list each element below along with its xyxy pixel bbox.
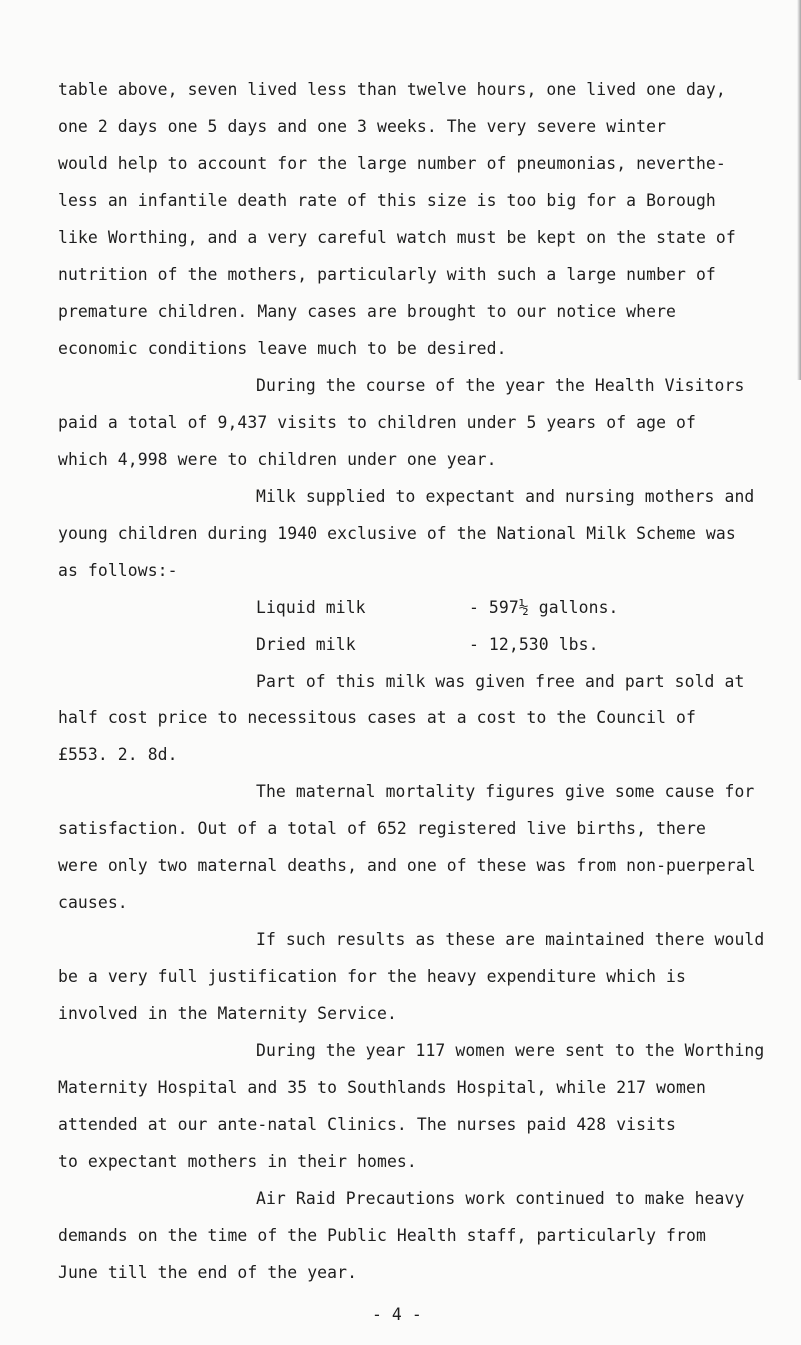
text-line: paid a total of 9,437 visits to children under 5 years of age of <box>58 413 696 432</box>
text-line: £553. 2. 8d. <box>58 745 178 764</box>
text-line: young children during 1940 exclusive of the National Milk Scheme was <box>58 524 736 543</box>
text-line: Part of this milk was given free and part sold at <box>256 672 745 691</box>
text-line: premature children. Many cases are brought to our notice where <box>58 302 677 321</box>
text-line: be a very full justification for the heavy expenditure which is <box>58 967 686 986</box>
text-line: satisfaction. Out of a total of 652 registered live births, there <box>58 819 706 838</box>
text-line: Milk supplied to expectant and nursing mothers and <box>256 487 755 506</box>
text-line: involved in the Maternity Service. <box>58 1004 397 1023</box>
text-line: were only two maternal deaths, and one of these was from non-puerperal <box>58 856 756 875</box>
text-line: demands on the time of the Public Health staff, particularly from <box>58 1226 706 1245</box>
text-line: causes. <box>58 893 128 912</box>
text-line: would help to account for the large number of pneumonias, neverthe- <box>58 154 726 173</box>
milk-item-label: Liquid milk <box>256 598 366 617</box>
text-line: Air Raid Precautions work continued to make heavy <box>256 1189 745 1208</box>
text-line: During the course of the year the Health Visitors <box>256 376 745 395</box>
text-line: to expectant mothers in their homes. <box>58 1152 417 1171</box>
text-line: During the year 117 women were sent to the Worthing <box>256 1041 765 1060</box>
text-line: as follows:- <box>58 561 178 580</box>
milk-item-amount: - 597½ gallons. <box>469 598 619 617</box>
text-line: nutrition of the mothers, particularly with such a large number of <box>58 265 716 284</box>
text-line: attended at our ante-natal Clinics. The nurses paid 428 visits <box>58 1115 677 1134</box>
text-line: Maternity Hospital and 35 to Southlands Hospital, while 217 women <box>58 1078 706 1097</box>
text-line: The maternal mortality figures give some cause for <box>256 782 755 801</box>
text-line: economic conditions leave much to be desired. <box>58 339 507 358</box>
text-line: June till the end of the year. <box>58 1263 358 1282</box>
milk-item-label: Dried milk <box>256 635 356 654</box>
text-line: less an infantile death rate of this size is too big for a Borough <box>58 191 716 210</box>
text-line: like Worthing, and a very careful watch must be kept on the state of <box>58 228 736 247</box>
page-number: - 4 - <box>372 1305 422 1324</box>
milk-item-amount: - 12,530 lbs. <box>469 635 599 654</box>
text-line: If such results as these are maintained there would <box>256 930 765 949</box>
text-line: one 2 days one 5 days and one 3 weeks. The very severe winter <box>58 117 667 136</box>
page-edge-shadow <box>797 0 801 380</box>
text-line: table above, seven lived less than twelve hours, one lived one day, <box>58 80 726 99</box>
text-line: which 4,998 were to children under one year. <box>58 450 497 469</box>
text-line: half cost price to necessitous cases at a cost to the Council of <box>58 708 696 727</box>
